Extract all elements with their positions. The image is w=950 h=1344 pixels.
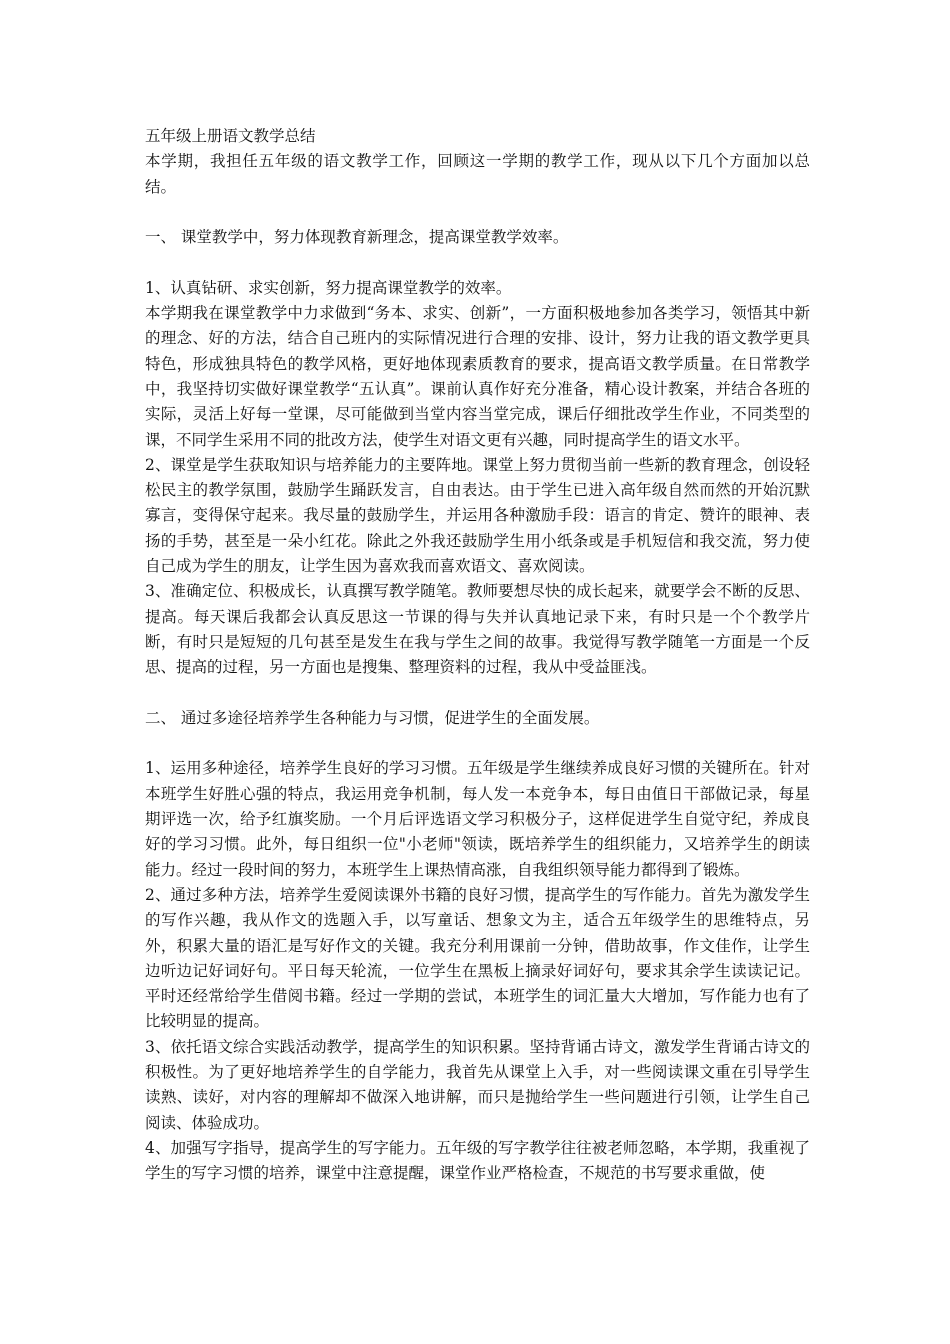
section-2-item-4: 4、加强写字指导，提高学生的写字能力。五年级的写字教学往往被老师忽略，本学期，我重视了学生的写字习惯的培养，课堂中注意提醒，课堂作业严格检查，不规范的书写要求重做，使 [145, 1138, 810, 1183]
blank-line [145, 200, 810, 225]
document-page [145, 124, 810, 1186]
section-1-item-2: 2、课堂是学生获取知识与培养能力的主要阵地。课堂上努力贯彻当前一些新的教育理念，创设轻松民主的教学氛围，鼓励学生踊跃发言，自由表达。由于学生已进入高年级自然而然的开始沉默寡言，变得保守起来。我尽量的鼓励学生，并运用各种激励手段：语言的肯定、赞许的眼神、表扬的手势，甚至是一朵小红花。除此之外我还鼓励学生用小纸条或是手机短信和我交流，努力使自己成为学生的朋友，让学生因为喜欢我而喜欢语文、喜欢阅读。 [145, 455, 810, 576]
document-title: 五年级上册语文教学总结 [145, 127, 316, 145]
section-2-heading: 二、 通过多途径培养学生各种能力与习惯，促进学生的全面发展。 [145, 708, 600, 727]
section-2-item-3: 3、依托语文综合实践活动教学，提高学生的知识积累。坚持背诵古诗文，激发学生背诵古诗文的积极性。为了更好地培养学生的自学能力，我首先从课堂上入手，对一些阅读课文重在引导学生读熟、读好，对内容的理解却不做深入地讲解，而只是抛给学生一些问题进行引领，让学生自己阅读、体验成功。 [145, 1037, 810, 1132]
section-1-heading: 一、 课堂教学中，努力体现教育新理念，提高课堂教学效率。 [145, 228, 569, 247]
section-2-item-2: 2、通过多种方法，培养学生爱阅读课外书籍的良好习惯，提高学生的写作能力。首先为激发学生的写作兴趣，我从作文的选题入手，以写童话、想象文为主，适合五年级学生的思维特点，另外，积累大量的语汇是写好作文的关键。我充分利用课前一分钟，借助故事，作文佳作，让学生边听边记好词好句。平日每天轮流，一位学生在黑板上摘录好词好句，要求其余学生读读记记。平时还经常给学生借阅书籍。经过一学期的尝试，本班学生的词汇量大大增加，写作能力也有了比较明显的提高。 [145, 885, 810, 1031]
section-2-item-1: 1、运用多种途径，培养学生良好的学习习惯。五年级是学生继续养成良好习惯的关键所在。针对本班学生好胜心强的特点，我运用竞争机制，每人发一本竞争本，每日由值日干部做记录，每星期评选一次，给予红旗奖励。一个月后评选语文学习积极分子，这样促进学生自觉守纪，养成良好的学习习惯。此外，每日组织一位"小老师"领读，既培养学生的组织能力，又培养学生的朗读能力。经过一段时间的努力，本班学生上课热情高涨，自我组织领导能力都得到了锻炼。 [145, 759, 810, 879]
blank-line [145, 681, 810, 706]
blank-line [145, 250, 810, 275]
section-1-item-1-body: 本学期我在课堂教学中力求做到“务本、求实、创新”，一方面积极地参加各类学习，领悟其中新的理念、好的方法，结合自己班内的实际情况进行合理的安排、设计，努力让我的语文教学更具特色，形成独具特色的教学风格，更好地体现素质教育的要求，提高语文教学质量。在日常教学中，我坚持切实做好课堂教学“五认真”。课前认真作好充分准备，精心设计教案，并结合各班的实际，灵活上好每一堂课，尽可能做到当堂内容当堂完成，课后仔细批改学生作业，不同类型的课，不同学生采用不同的批改方法，使学生对语文更有兴趣，同时提高学生的语文水平。 [145, 304, 810, 449]
blank-line [145, 731, 810, 756]
section-1-item-3: 3、准确定位、积极成长，认真撰写教学随笔。教师要想尽快的成长起来，就要学会不断的反思、提高。每天课后我都会认真反思这一节课的得与失并认真地记录下来，有时只是一个个教学片断，有时只是短短的几句甚至是发生在我与学生之间的故事。我觉得写教学随笔一方面是一个反思、提高的过程，另一方面也是搜集、整理资料的过程，我从中受益匪浅。 [145, 582, 810, 677]
section-1-item-1-title: 1、认真钻研、求实创新，努力提高课堂教学的效率。 [145, 278, 512, 297]
intro-paragraph: 本学期，我担任五年级的语文教学工作，回顾这一学期的教学工作，现从以下几个方面加以总结。 [145, 152, 810, 196]
